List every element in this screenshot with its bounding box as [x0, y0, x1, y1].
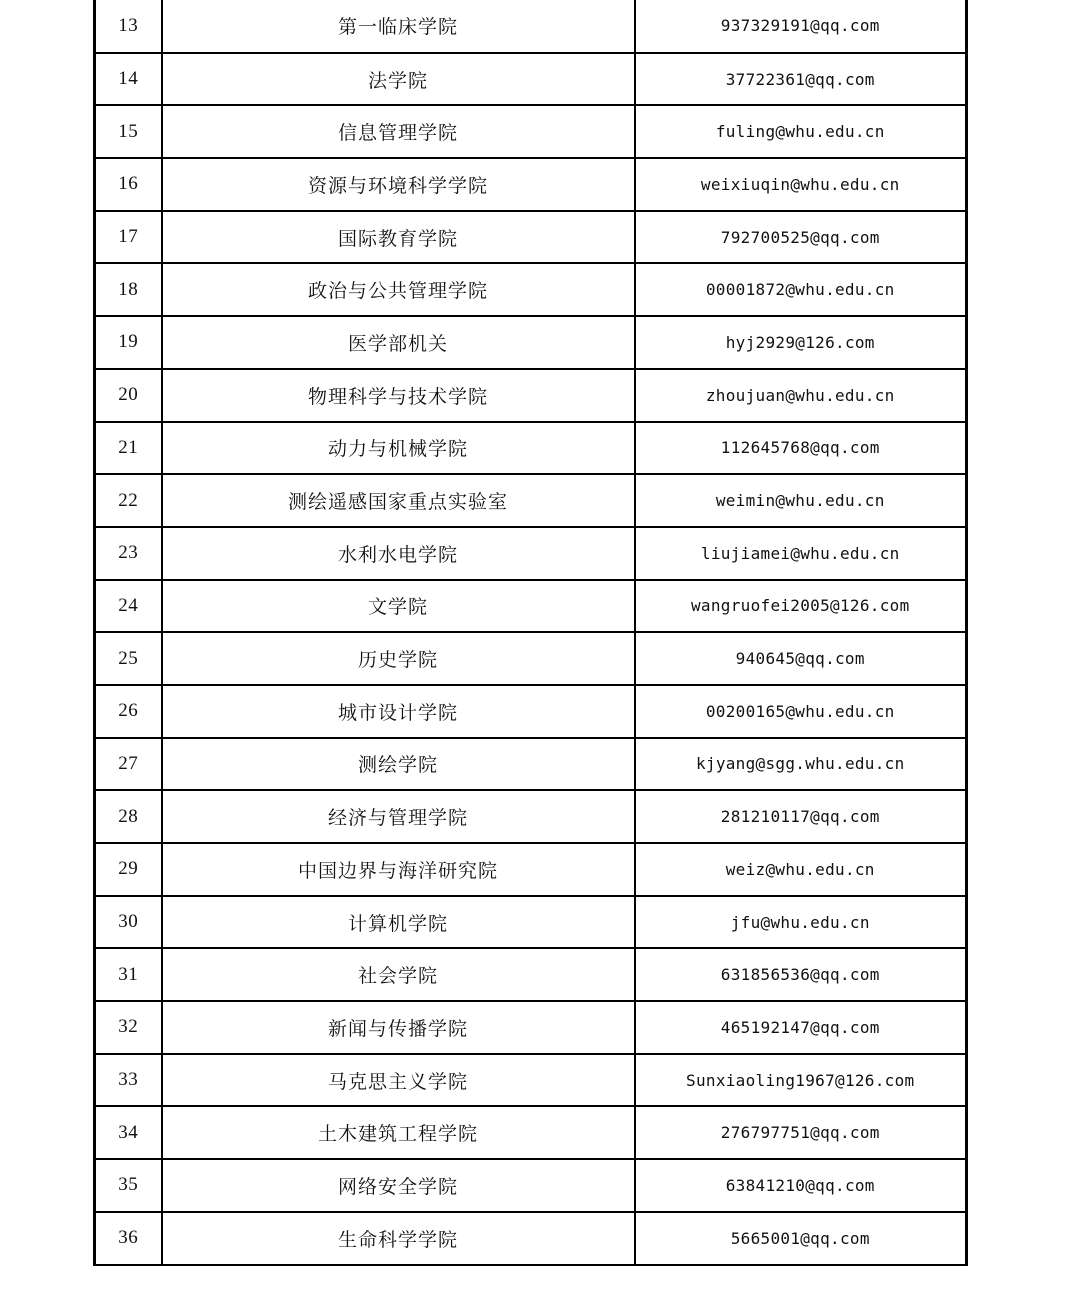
row-number: 20 [95, 369, 162, 422]
unit-name: 经济与管理学院 [162, 790, 635, 843]
contact-table-sheet [93, 0, 965, 1266]
unit-name: 测绘遥感国家重点实验室 [162, 474, 635, 527]
table-row [95, 1054, 967, 1107]
table-row [95, 0, 967, 53]
row-number: 26 [95, 685, 162, 738]
contact-email: 792700525@qq.com [635, 211, 967, 264]
contact-email: 631856536@qq.com [635, 948, 967, 1001]
table-row [95, 105, 967, 158]
row-number: 30 [95, 896, 162, 949]
row-number: 35 [95, 1159, 162, 1212]
contact-email: zhoujuan@whu.edu.cn [635, 369, 967, 422]
table-row [95, 1001, 967, 1054]
row-number: 34 [95, 1106, 162, 1159]
table-row [95, 685, 967, 738]
row-number: 24 [95, 580, 162, 633]
table-row [95, 527, 967, 580]
row-number: 27 [95, 738, 162, 791]
unit-name: 测绘学院 [162, 738, 635, 791]
row-number: 19 [95, 316, 162, 369]
unit-name: 历史学院 [162, 632, 635, 685]
table-row [95, 316, 967, 369]
table-body [95, 0, 967, 1265]
unit-name: 文学院 [162, 580, 635, 633]
contact-email: hyj2929@126.com [635, 316, 967, 369]
unit-name: 水利水电学院 [162, 527, 635, 580]
contact-email: 940645@qq.com [635, 632, 967, 685]
contact-email: jfu@whu.edu.cn [635, 896, 967, 949]
unit-email-table [93, 0, 968, 1266]
row-number: 25 [95, 632, 162, 685]
table-row [95, 790, 967, 843]
table-row [95, 53, 967, 106]
contact-email: 276797751@qq.com [635, 1106, 967, 1159]
unit-name: 社会学院 [162, 948, 635, 1001]
table-row [95, 843, 967, 896]
unit-name: 动力与机械学院 [162, 422, 635, 475]
unit-name: 物理科学与技术学院 [162, 369, 635, 422]
contact-email: kjyang@sgg.whu.edu.cn [635, 738, 967, 791]
row-number: 23 [95, 527, 162, 580]
contact-email: weixiuqin@whu.edu.cn [635, 158, 967, 211]
table-row [95, 211, 967, 264]
contact-email: Sunxiaoling1967@126.com [635, 1054, 967, 1107]
contact-email: 37722361@qq.com [635, 53, 967, 106]
table-row [95, 1159, 967, 1212]
contact-email: 00200165@whu.edu.cn [635, 685, 967, 738]
unit-name: 法学院 [162, 53, 635, 106]
row-number: 32 [95, 1001, 162, 1054]
unit-name: 马克思主义学院 [162, 1054, 635, 1107]
row-number: 15 [95, 105, 162, 158]
table-row [95, 738, 967, 791]
row-number: 28 [95, 790, 162, 843]
row-number: 33 [95, 1054, 162, 1107]
table-row [95, 948, 967, 1001]
row-number: 29 [95, 843, 162, 896]
table-row [95, 369, 967, 422]
row-number: 31 [95, 948, 162, 1001]
table-row [95, 1212, 967, 1265]
unit-name: 生命科学学院 [162, 1212, 635, 1265]
contact-email: fuling@whu.edu.cn [635, 105, 967, 158]
unit-name: 政治与公共管理学院 [162, 263, 635, 316]
contact-email: 00001872@whu.edu.cn [635, 263, 967, 316]
unit-name: 土木建筑工程学院 [162, 1106, 635, 1159]
table-row [95, 1106, 967, 1159]
table-row [95, 474, 967, 527]
row-number: 18 [95, 263, 162, 316]
table-row [95, 158, 967, 211]
unit-name: 城市设计学院 [162, 685, 635, 738]
contact-email: 112645768@qq.com [635, 422, 967, 475]
row-number: 17 [95, 211, 162, 264]
contact-email: 937329191@qq.com [635, 0, 967, 53]
contact-email: 281210117@qq.com [635, 790, 967, 843]
row-number: 13 [95, 0, 162, 53]
row-number: 16 [95, 158, 162, 211]
table-row [95, 632, 967, 685]
unit-name: 第一临床学院 [162, 0, 635, 53]
contact-email: 63841210@qq.com [635, 1159, 967, 1212]
table-row [95, 896, 967, 949]
table-row [95, 580, 967, 633]
contact-email: wangruofei2005@126.com [635, 580, 967, 633]
contact-email: weiz@whu.edu.cn [635, 843, 967, 896]
unit-name: 信息管理学院 [162, 105, 635, 158]
contact-email: 465192147@qq.com [635, 1001, 967, 1054]
row-number: 14 [95, 53, 162, 106]
row-number: 36 [95, 1212, 162, 1265]
unit-name: 资源与环境科学学院 [162, 158, 635, 211]
unit-name: 网络安全学院 [162, 1159, 635, 1212]
unit-name: 医学部机关 [162, 316, 635, 369]
unit-name: 中国边界与海洋研究院 [162, 843, 635, 896]
unit-name: 计算机学院 [162, 896, 635, 949]
table-row [95, 422, 967, 475]
contact-email: 5665001@qq.com [635, 1212, 967, 1265]
row-number: 22 [95, 474, 162, 527]
row-number: 21 [95, 422, 162, 475]
table-row [95, 263, 967, 316]
unit-name: 国际教育学院 [162, 211, 635, 264]
contact-email: liujiamei@whu.edu.cn [635, 527, 967, 580]
unit-name: 新闻与传播学院 [162, 1001, 635, 1054]
contact-email: weimin@whu.edu.cn [635, 474, 967, 527]
